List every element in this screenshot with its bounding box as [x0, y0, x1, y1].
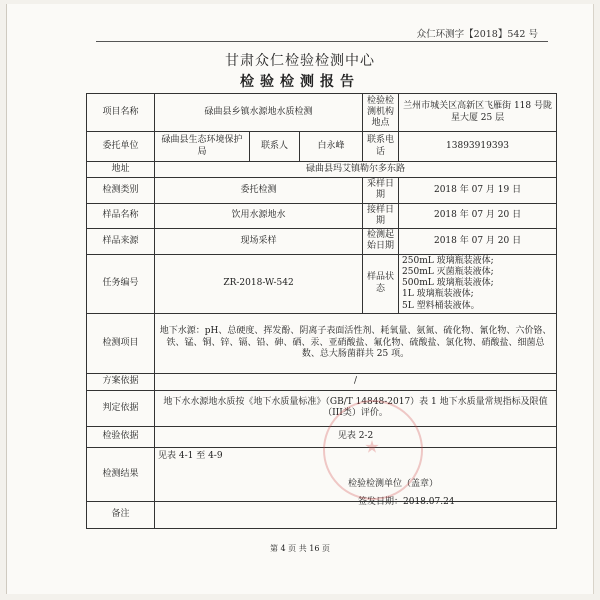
- page-number: 第 4 页 共 16 页: [270, 544, 330, 553]
- sampling-date-value: 2018 年 07 月 19 日: [399, 178, 557, 204]
- project-name-value: 碌曲县乡镇水源地水质检测: [155, 94, 363, 132]
- report-info-table: [86, 93, 557, 529]
- client-label: 委托单位: [87, 132, 155, 162]
- address-label: 地址: [87, 162, 155, 178]
- report-reference-number: 众仁环测字【2018】542 号: [416, 29, 538, 40]
- plan-label: 方案依据: [87, 373, 155, 390]
- table-row: [87, 501, 557, 528]
- table-row: [87, 229, 557, 255]
- phone-label: 联系电话: [363, 132, 399, 162]
- seal-label: 检验检测单位（盖章）: [348, 478, 439, 489]
- judgement-label: 判定依据: [87, 390, 155, 426]
- category-label: 检测类别: [87, 178, 155, 204]
- table-row: [87, 313, 557, 373]
- official-seal-stamp: [323, 400, 423, 500]
- lab-location-label: 检验检测机构地点: [363, 94, 399, 132]
- table-row: [87, 373, 557, 390]
- result-value: 见表 4-1 至 4-9: [158, 450, 223, 461]
- start-date-value: 2018 年 07 月 20 日: [399, 229, 557, 255]
- judgement-value: 地下水水源地水质按《地下水质量标准》（GB/T 14848-2017）表 1 地下水质量常规指标及限值（III类）评价。: [155, 390, 557, 426]
- document-title: 检验检测报告: [240, 74, 360, 90]
- sample-state-label: 样品状态: [363, 254, 399, 313]
- remark-label: 备注: [87, 501, 155, 528]
- contact-label: 联系人: [250, 132, 300, 162]
- table-row: [87, 132, 557, 162]
- remark-value: [155, 501, 557, 528]
- items-label: 检测项目: [87, 313, 155, 373]
- header-rule: [96, 41, 548, 42]
- method-label: 检验依据: [87, 426, 155, 447]
- start-date-label: 检测起始日期: [363, 229, 399, 255]
- sample-source-label: 样品来源: [87, 229, 155, 255]
- phone-value: 13893919393: [399, 132, 557, 162]
- receive-date-label: 接样日期: [363, 203, 399, 229]
- category-value: 委托检测: [155, 178, 363, 204]
- receive-date-value: 2018 年 07 月 20 日: [399, 203, 557, 229]
- sample-state-value: 250mL 玻璃瓶装液体; 250mL 灭菌瓶装液体; 500mL 玻璃瓶装液体; 1L 玻璃瓶装液体; 5L 塑料桶装液体。: [402, 255, 494, 311]
- task-number-value: ZR-2018-W-542: [155, 254, 363, 313]
- sample-name-label: 样品名称: [87, 203, 155, 229]
- table-row: [87, 447, 557, 501]
- result-label: 检测结果: [87, 447, 155, 501]
- table-row: [87, 254, 557, 313]
- table-row: [87, 94, 557, 132]
- items-value: 地下水源：pH、总硬度、挥发酚、阴离子表面活性剂、耗氧量、氨氮、硫化物、氰化物、六价铬、铁、锰、铜、锌、镉、铅、砷、硒、汞、亚硝酸盐、氟化物、硫酸盐、氯化物、硝酸盐、细菌总数、总大肠菌群共 25 项。: [155, 313, 557, 373]
- table-row: [87, 178, 557, 204]
- organization-title: 甘肃众仁检验检测中心: [225, 53, 375, 69]
- sample-source-value: 现场采样: [155, 229, 363, 255]
- table-row: [87, 426, 557, 447]
- table-row: [87, 390, 557, 426]
- issue-date: 签发日期：2018.07.24: [358, 496, 455, 507]
- contact-value: 白永峰: [300, 132, 363, 162]
- table-row: [87, 203, 557, 229]
- lab-location-value: 兰州市城关区高新区飞雁街 118 号陇星大厦 25 层: [399, 94, 557, 132]
- address-value: 碌曲县玛艾镇勒尔多东路: [155, 162, 557, 178]
- plan-value: /: [155, 373, 557, 390]
- sample-name-value: 饮用水源地水: [155, 203, 363, 229]
- project-name-label: 项目名称: [87, 94, 155, 132]
- sampling-date-label: 采样日期: [363, 178, 399, 204]
- method-value: 见表 2-2: [155, 426, 557, 447]
- client-value: 碌曲县生态环境保护局: [155, 132, 250, 162]
- task-number-label: 任务编号: [87, 254, 155, 313]
- table-row: [87, 162, 557, 178]
